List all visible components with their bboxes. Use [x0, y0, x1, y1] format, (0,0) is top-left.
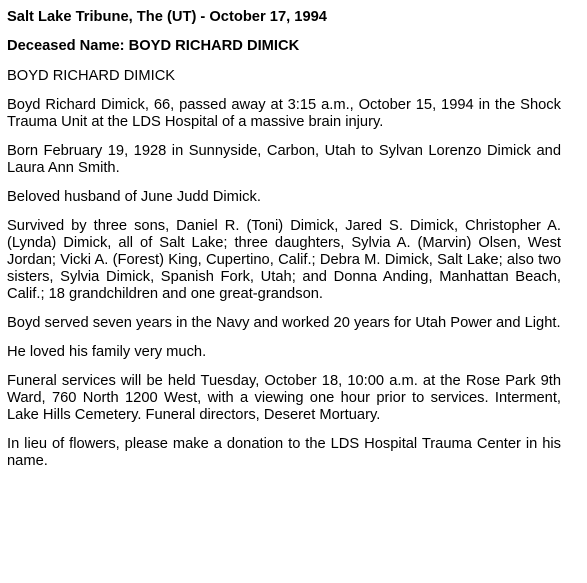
- obituary-paragraph: Boyd served seven years in the Navy and worked 20 years for Utah Power and Light.: [7, 315, 561, 331]
- deceased-name-line: Deceased Name: BOYD RICHARD DIMICK: [7, 38, 300, 54]
- obituary-paragraph: Survived by three sons, Daniel R. (Toni) Dimick, Jared S. Dimick, Christopher A. (Lynda) Dimick, all of Salt Lake; three daughters, Sylvia A. (Marvin) Olsen, West Jordan; Vicki A. (Forest) King, Cupertino, Calif.; Debra M. Dimick, Salt Lake; also two sisters, Sylvia Dimick, Spanish Fork, Utah; and Donna Anding, Manhattan Beach, Calif.; 18 grandchildren and one great-grandson.: [7, 218, 561, 302]
- obituary-paragraph: Born February 19, 1928 in Sunnyside, Carbon, Utah to Sylvan Lorenzo Dimick and Laura Ann Smith.: [7, 143, 561, 176]
- obituary-name-paragraph: BOYD RICHARD DIMICK: [7, 68, 176, 84]
- obituary-paragraph: He loved his family very much.: [7, 344, 207, 360]
- source-line: Salt Lake Tribune, The (UT) - October 17, 1994: [7, 9, 327, 25]
- obituary-paragraph: Boyd Richard Dimick, 66, passed away at 3:15 a.m., October 15, 1994 in the Shock Trauma Unit at the LDS Hospital of a massive brain injury.: [7, 97, 561, 130]
- obituary-paragraph: In lieu of flowers, please make a donation to the LDS Hospital Trauma Center in his name.: [7, 436, 561, 469]
- obituary-paragraph: Beloved husband of June Judd Dimick.: [7, 189, 261, 205]
- obituary-paragraph: Funeral services will be held Tuesday, October 18, 10:00 a.m. at the Rose Park 9th Ward, 760 North 1200 West, with a viewing one hour prior to services. Interment, Lake Hills Cemetery. Funeral directors, Deseret Mortuary.: [7, 373, 561, 423]
